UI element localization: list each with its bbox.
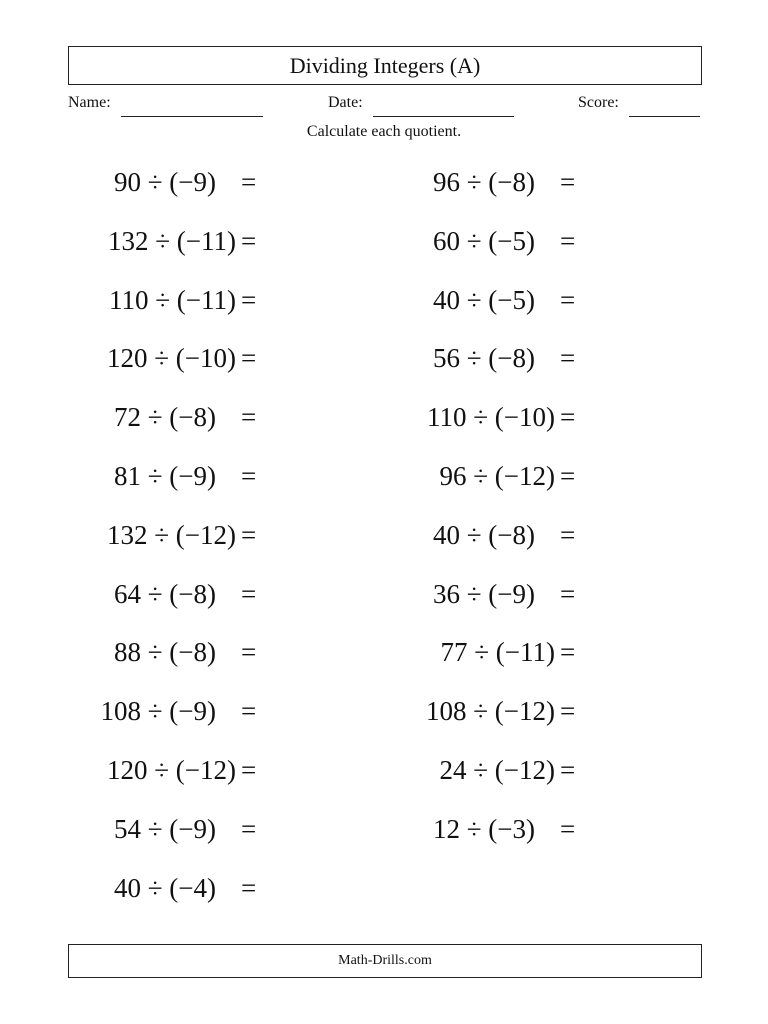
problem-expression [433,221,535,261]
divisor: (−9) [169,461,216,491]
equals-sign: = [241,225,257,256]
problem-expression [427,397,555,437]
problem-expression [440,632,555,672]
footer [68,944,702,978]
problem-expression [433,809,535,849]
problem-left-13 [0,868,236,908]
equals-sign: = [241,284,257,315]
problem-expression [433,338,535,378]
division-operator: ÷ [147,755,176,785]
divisor: (−9) [169,813,216,844]
dividend: 54 [113,813,141,844]
dividend: 96 [432,167,460,197]
divisor: (−8) [488,519,535,550]
problem-right-6 [0,456,555,496]
dividend: 110 [108,284,149,315]
equals-sign: = [560,402,576,433]
problem-expression [433,515,535,555]
problem-expression [426,691,555,731]
instructions: Calculate each quotient. [306,123,462,140]
division-operator: ÷ [459,578,489,609]
problem-expression [439,750,555,790]
equals-sign: = [560,519,576,550]
problem-expression [433,162,535,202]
dividend: 96 [439,461,467,491]
division-operator: ÷ [466,402,495,433]
dividend: 132 [107,225,149,256]
divisor: (−4) [169,872,216,903]
problem-right-11 [0,750,555,790]
equals-sign: = [241,402,257,433]
division-operator: ÷ [466,461,495,491]
divisor: (−9) [169,167,216,197]
problem-expression [433,574,535,614]
dividend: 88 [113,637,141,668]
equals-sign: = [560,578,576,609]
problem-right-10 [0,691,555,731]
divisor: (−12) [175,755,236,785]
division-operator: ÷ [140,813,170,844]
equals-sign: = [560,696,576,727]
divisor: (−12) [175,519,236,550]
dividend: 132 [106,519,148,550]
divisor: (−10) [175,343,236,374]
dividend: 40 [113,872,141,903]
division-operator: ÷ [140,637,170,668]
division-operator: ÷ [140,402,170,433]
division-operator: ÷ [466,696,495,727]
divisor: (−10) [494,402,555,433]
divisor: (−8) [169,637,216,668]
worksheet-title [68,46,702,85]
equals-sign: = [241,637,257,668]
division-operator: ÷ [467,637,496,668]
equals-sign: = [560,813,576,844]
problem-right-5 [0,397,555,437]
problem-right-12 [0,809,555,849]
divisor: (−8) [488,167,535,197]
divisor: (−12) [494,461,555,491]
dividend: 77 [440,637,468,668]
dividend: 64 [113,578,141,609]
dividend: 40 [432,284,460,315]
score-line[interactable] [629,116,700,117]
equals-sign: = [241,872,257,903]
equals-sign: = [241,755,257,785]
dividend: 12 [432,813,460,844]
division-operator: ÷ [147,519,176,550]
dividend: 90 [113,167,141,197]
divisor: (−9) [488,578,535,609]
division-operator: ÷ [140,461,170,491]
divisor: (−11) [176,225,236,256]
dividend: 108 [100,696,141,727]
equals-sign: = [560,225,576,256]
divisor: (−5) [488,225,535,256]
equals-sign: = [241,343,257,374]
division-operator: ÷ [459,519,489,550]
division-operator: ÷ [140,578,170,609]
student-info-row [68,94,701,120]
equals-sign: = [560,167,576,197]
division-operator: ÷ [459,167,489,197]
date-label: Date: [328,94,363,111]
name-label: Name: [68,94,111,111]
dividend: 72 [113,402,141,433]
problem-right-4 [0,338,555,378]
problem-expression [433,280,535,320]
equals-sign: = [241,696,257,727]
divisor: (−9) [169,696,216,727]
division-operator: ÷ [459,343,489,374]
divisor: (−8) [488,343,535,374]
divisor: (−11) [176,284,236,315]
dividend: 24 [439,755,467,785]
division-operator: ÷ [140,872,170,903]
problem-right-3 [0,280,555,320]
division-operator: ÷ [140,696,170,727]
equals-sign: = [560,637,576,668]
divisor: (−5) [488,284,535,315]
division-operator: ÷ [148,284,177,315]
divisor: (−8) [169,578,216,609]
equals-sign: = [560,461,576,491]
problem-right-9 [0,632,555,672]
equals-sign: = [560,755,576,785]
equals-sign: = [241,519,257,550]
divisor: (−3) [488,813,535,844]
problem-expression [114,868,216,908]
equals-sign: = [241,461,257,491]
problem-right-7 [0,515,555,555]
equals-sign: = [560,343,576,374]
problem-right-1 [0,162,555,202]
division-operator: ÷ [140,167,170,197]
dividend: 81 [113,461,141,491]
name-line[interactable] [121,116,263,117]
divisor: (−8) [169,402,216,433]
divisor: (−12) [494,696,555,727]
equals-sign: = [241,813,257,844]
dividend: 120 [106,755,148,785]
division-operator: ÷ [459,225,489,256]
worksheet-title-text: Dividing Integers (A) [289,52,481,78]
dividend: 36 [432,578,460,609]
dividend: 60 [432,225,460,256]
dividend: 120 [106,343,148,374]
equals-sign: = [560,284,576,315]
score-label: Score: [578,94,619,111]
division-operator: ÷ [459,284,489,315]
footer-text: Math-Drills.com [338,953,432,968]
dividend: 40 [432,519,460,550]
dividend: 56 [432,343,460,374]
equals-sign: = [241,167,257,197]
divisor: (−12) [494,755,555,785]
divisor: (−11) [495,637,555,668]
problem-expression [439,456,555,496]
dividend: 110 [426,402,467,433]
dividend: 108 [425,696,467,727]
equals-sign: = [241,578,257,609]
division-operator: ÷ [466,755,495,785]
problem-right-8 [0,574,555,614]
division-operator: ÷ [147,343,176,374]
division-operator: ÷ [459,813,489,844]
date-line[interactable] [373,116,514,117]
problem-right-2 [0,221,555,261]
division-operator: ÷ [148,225,177,256]
